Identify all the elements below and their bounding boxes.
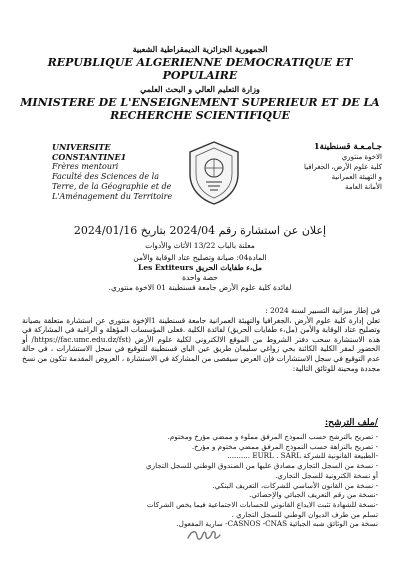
faculty-line-1: Faculté des Sciences de la (52, 172, 159, 181)
dossier-list (48, 432, 378, 529)
announcement-chapter: معلنة بالباب 13/22 الأثاث والأدوات (145, 241, 255, 250)
faculty-ar-line-1: كلية علوم الأرض، الجغرافيا (303, 163, 382, 171)
university-name-fr: UNIVERSITE CONSTANTINE1 (52, 142, 127, 162)
ministry-title-fr: MINISTERE DE L'ENSEIGNEMENT SUPERIEUR ET DE LA RECHERCHE SCIENTIFIQUE (20, 96, 380, 122)
faculty-line-2: Terre, de la Géographie et de (52, 182, 172, 191)
list-item: -الطبيعة القانونية للشركة EURL . SARL .......... (227, 451, 378, 461)
list-item: -نسخة للشهادة تثبت الايداع القانوني للحسابات الاجتماعية فيما يخص الشركات (146, 499, 378, 509)
list-item: تسلم من طرف الديوان الوطني للسجل التجاري . (231, 509, 378, 519)
list-item: - تصريح بالترشح حسب النموذج المرفق مملوء و ممضي مؤرخ ومختوم. (167, 432, 378, 441)
university-name-ar: جـامـعـة قسنطينة1 (313, 142, 382, 152)
republic-title-ar: الجمهورية الجزائرية الديمقراطية الشعبية (132, 44, 268, 54)
university-subtitle-fr: Frères mentouri (52, 162, 119, 171)
announcement-lot: حصة واحدة (182, 273, 218, 282)
faculty-ar-line-2: و التهيئة العمرانية (331, 173, 382, 181)
faculty-line-3: L'Aménagement du Territoire (52, 192, 173, 201)
list-item: نسخة من الوثائق شبه الجبائية CASNOS -CNAS- سارية المفعول. (176, 519, 378, 529)
university-subtitle-ar: الاخوة منتوري (341, 153, 382, 161)
announcement-beneficiary: لفائدة كلية علوم الأرض جامعة قسنطينة 01 الاخوة منتوري. (108, 283, 292, 292)
list-item: -نسخة من رقم التعريف الجبائي والإحصائي. (249, 490, 378, 500)
list-item: - تصريح بالنزاهة حسب النموذج المرفق ممضي مختوم و مؤرخ. (191, 441, 378, 451)
handwritten-signature-icon (186, 526, 222, 544)
republic-title-fr: REPUBLIQUE ALGERIENNE DEMOCRATIQUE ET POPULAIRE (47, 56, 353, 82)
announcement-object: مل،ء طفايات الحريق Les Extiteurs (138, 263, 262, 272)
list-item: أو نسخة الكترونية للسجل التجاري. (275, 470, 378, 480)
body-paragraph-2: تعلن إدارة كلية علوم الأرض ،الجغرافيا والتهيئة العمرانية جامعة قسنطينة 1الإخوة منتوري عن استشارة متعلقة بصيانة وتصليح عتاد الوقاية والأمن (مل،ء طفايات الحريق) لفائدة الكلية .فعلى المؤسسات المؤهلة و الراغبة في المشاركة في هذه الاستشارة سحب دفتر الشروط من الموقع الالكتروني لكلية علوم الأرض (https://fac.umc.edu.dz/fst/ أو الحضور لمقر الكلية الكائنة بحي زواغي سليمان طريق عين الباي قسنطينة للتوقيع في سجل الاستشارات ، في حالة عدم التوقيع في سجل الاستشارات فإن العرض سيقصى من المشاركة في الاستشارة ، العروض المقدمة تتكون من نسخ مجددة ومحينة للوثائق التالية: (22, 315, 380, 373)
announcement-body (22, 306, 380, 373)
announcement-article: المادة04: صيانة وتصليح عتاد الوقاية والأمن (133, 253, 267, 262)
body-paragraph-1: في إطار ميزانية التسيير لسنة 2024 : (265, 306, 380, 315)
announcement-title: إعلان عن استشارة رقم 2024/04 بتاريخ 2024/01/16 (73, 224, 327, 237)
university-block-fr (52, 142, 182, 202)
ministry-title-ar: وزارة التعليم العالي و البحث العلمي (140, 84, 260, 94)
list-item: - نسخة من السجل التجاري مصادق عليها من الصندوق الوطني للسجل التجاري (146, 461, 378, 471)
dossier-title: /ملف الترشح: (324, 418, 378, 428)
university-seal-icon (184, 138, 244, 206)
secretariat-ar: الأمانة العامة (345, 183, 382, 191)
list-item: - نسخة من القانون الأساسي للشركات، التعريف البنكي. (212, 480, 378, 490)
university-block-ar (272, 142, 382, 192)
